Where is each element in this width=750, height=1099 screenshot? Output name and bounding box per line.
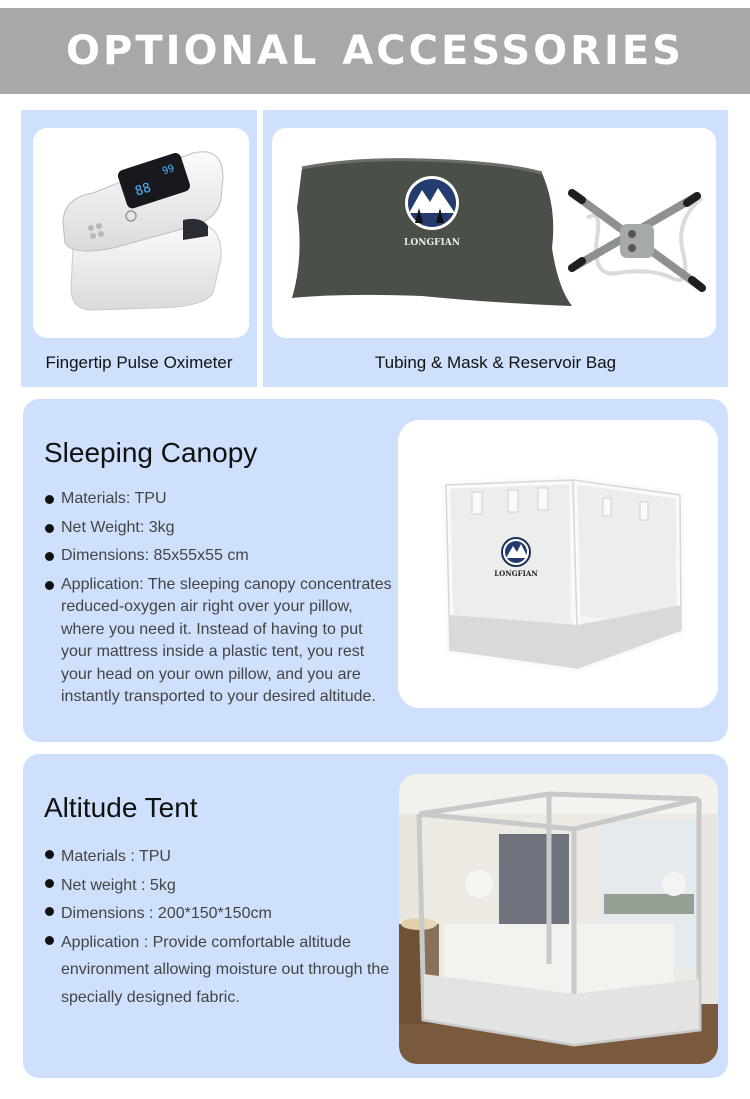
accessory-caption-tubing: Tubing & Mask & Reservoir Bag — [374, 353, 617, 372]
list-item: Materials : TPU — [45, 843, 395, 871]
bullet-icon — [45, 907, 54, 916]
sleeping-canopy-section — [23, 399, 728, 742]
page-title: OPTIONAL ACCESSORIES — [66, 28, 684, 74]
oximeter-image-card — [33, 128, 249, 338]
tent-specs-list — [45, 843, 395, 1012]
altitude-tent-section — [23, 754, 728, 1078]
accessory-panel-tubing — [263, 110, 728, 387]
header-banner — [0, 8, 750, 94]
pulse-oximeter-image — [33, 128, 249, 338]
canopy-logo-text: LONGFIAN — [494, 569, 538, 578]
tent-title: Altitude Tent — [44, 792, 198, 823]
altitude-tent-photo — [399, 774, 718, 1064]
bullet-icon — [45, 495, 54, 504]
canopy-image-card — [398, 420, 718, 708]
bullet-icon — [45, 524, 54, 533]
list-item: Dimensions : 200*150*150cm — [45, 900, 395, 928]
list-item: Net weight : 5kg — [45, 872, 395, 900]
sleeping-canopy-image — [398, 420, 718, 708]
canopy-specs-list — [45, 488, 395, 715]
bag-logo-text: LONGFIAN — [404, 238, 460, 248]
bullet-icon — [45, 936, 54, 945]
list-item: Dimensions: 85x55x55 cm — [45, 545, 395, 568]
bullet-icon — [45, 552, 54, 561]
list-item: Materials: TPU — [45, 488, 395, 511]
list-item: Application: The sleeping canopy concentrates reduced-oxygen air right over your pillow, where you need it. Instead of having to put your mattress inside a plastic tent, you rest your head on your own pillow, and you are instantly transported to your desired altitude. — [45, 574, 395, 709]
oximeter-reading-top: 99 — [161, 163, 176, 178]
oximeter-reading-bottom: 88 — [133, 180, 153, 200]
list-item: Application : Provide comfortable altitude environment allowing moisture out through the specially designed fabric. — [45, 929, 395, 1012]
accessory-panel-oximeter — [21, 110, 257, 387]
tent-image-card — [399, 774, 718, 1064]
accessory-caption-oximeter: Fingertip Pulse Oximeter — [45, 353, 233, 372]
list-item: Net Weight: 3kg — [45, 517, 395, 540]
bullet-icon — [45, 850, 54, 859]
reservoir-bag-image — [272, 128, 716, 338]
canopy-title: Sleeping Canopy — [44, 437, 258, 468]
bullet-icon — [45, 581, 54, 590]
tubing-image-card — [272, 128, 716, 338]
bullet-icon — [45, 879, 54, 888]
